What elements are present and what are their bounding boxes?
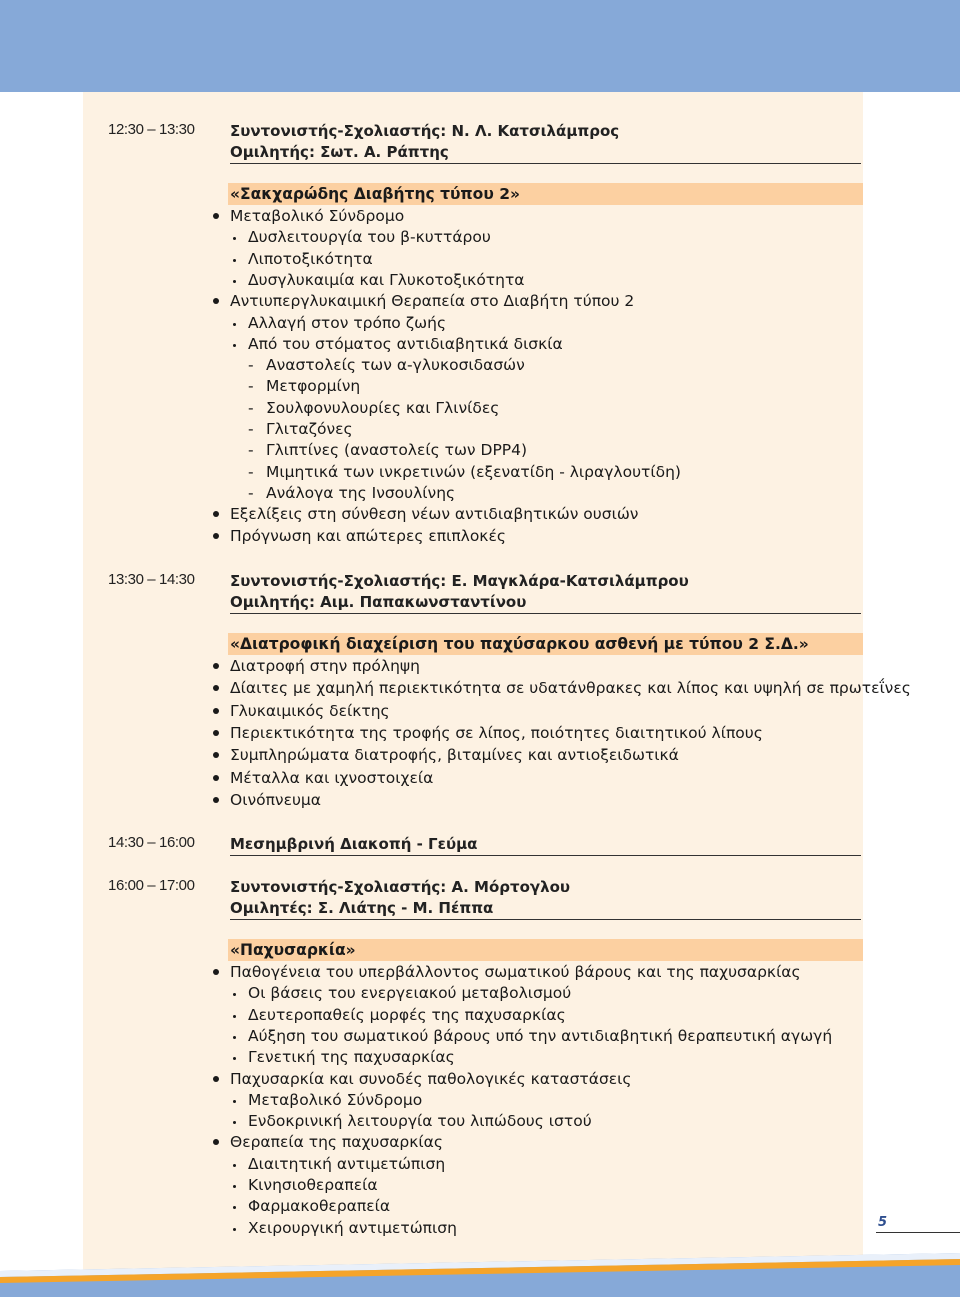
session-2-speaker: Ομιλητής: Αιμ. Παπακωνσταντίνου bbox=[230, 592, 861, 614]
list-item bbox=[230, 768, 433, 789]
dash-icon: - bbox=[248, 420, 254, 438]
bullet-icon bbox=[213, 663, 219, 669]
list-item-text: Αναστολείς των α-γλυκοσιδασών bbox=[266, 356, 525, 375]
list-item-text: Μιμητικά των ινκρετινών (εξενατίδη - λιραγλουτίδη) bbox=[266, 462, 681, 481]
list-item-text: Διατροφή στην πρόληψη bbox=[230, 657, 420, 675]
session-4-title: «Παχυσαρκία» bbox=[228, 939, 863, 961]
dash-icon: - bbox=[248, 462, 254, 481]
small-bullet-icon bbox=[233, 1015, 236, 1018]
list-item-text: Δυσλειτουργία του β-κυττάρου bbox=[248, 228, 491, 247]
small-bullet-icon bbox=[233, 1100, 236, 1103]
list-item-text: Οινόπνευμα bbox=[230, 790, 322, 809]
footer-stripe bbox=[0, 1253, 960, 1297]
list-item-text: Δυσγλυκαιμία και Γλυκοτοξικότητα bbox=[248, 270, 525, 289]
page-number: 5 bbox=[878, 1215, 888, 1230]
list-item bbox=[248, 376, 361, 397]
bullet-icon bbox=[213, 797, 219, 803]
small-bullet-icon bbox=[233, 259, 236, 262]
list-item bbox=[230, 291, 634, 312]
bullet-icon bbox=[213, 775, 219, 781]
list-item bbox=[230, 962, 801, 983]
list-item-text: Φαρμακοθεραπεία bbox=[248, 1197, 391, 1216]
session-1-title: «Σακχαρώδης Διαβήτης τύπου 2» bbox=[228, 183, 863, 205]
list-item-text: Λιποτοξικότητα bbox=[248, 249, 373, 268]
session-4-time: 16:00 – 17:00 bbox=[108, 877, 195, 894]
list-item bbox=[248, 313, 446, 334]
list-item-text: Διαιτητική αντιμετώπιση bbox=[248, 1154, 446, 1173]
list-item bbox=[248, 270, 525, 291]
list-item bbox=[248, 355, 525, 376]
list-item-text: Αύξηση του σωματικού βάρους υπό την αντιδιαβητική θεραπευτική αγωγή bbox=[248, 1026, 833, 1045]
list-item-text: Δευτεροπαθείς μορφές της παχυσαρκίας bbox=[248, 1005, 566, 1024]
list-item-text: Αντιυπεργλυκαιμική Θεραπεία στο Διαβήτη τύπου 2 bbox=[230, 292, 635, 311]
list-item-text: Αλλαγή στον τρόπο ζωής bbox=[248, 313, 447, 332]
session-3-break: Μεσημβρινή Διακοπή - Γεύμα bbox=[230, 834, 861, 856]
bullet-icon bbox=[213, 1076, 219, 1082]
list-item bbox=[230, 526, 506, 547]
list-item-text: Γλυκαιμικός δείκτης bbox=[230, 701, 390, 720]
dash-icon: - bbox=[248, 377, 254, 396]
bullet-icon bbox=[213, 730, 219, 736]
list-item-text: Εξελίξεις στη σύνθεση νέων αντιδιαβητικών ουσιών bbox=[230, 505, 639, 524]
small-bullet-icon bbox=[233, 323, 236, 326]
small-bullet-icon bbox=[233, 1185, 236, 1188]
list-item bbox=[230, 701, 390, 722]
session-2-time: 13:30 – 14:30 bbox=[108, 571, 195, 588]
page-number-rule bbox=[876, 1232, 960, 1233]
small-bullet-icon bbox=[233, 1228, 236, 1231]
dash-icon: - bbox=[248, 441, 254, 460]
list-item bbox=[248, 1005, 566, 1026]
list-item-text: Ανάλογα της Ινσουλίνης bbox=[266, 483, 456, 502]
list-item-text: Γλιταζόνες bbox=[266, 420, 353, 438]
dash-icon: - bbox=[248, 356, 254, 375]
list-item-text: Κινησιοθεραπεία bbox=[248, 1176, 378, 1194]
session-4-speaker: Ομιλητές: Σ. Λιάτης - Μ. Πέππα bbox=[230, 898, 861, 920]
bullet-icon bbox=[213, 213, 219, 219]
list-item-text: Από του στόματος αντιδιαβητικά δισκία bbox=[248, 334, 563, 353]
list-item-text: Συμπληρώματα διατροφής, βιταμίνες και αντιοξειδωτικά bbox=[230, 746, 679, 765]
list-item-text: Μεταβολικό Σύνδρομο bbox=[230, 207, 405, 225]
dash-icon: - bbox=[248, 483, 254, 502]
list-item bbox=[248, 398, 500, 419]
list-item bbox=[248, 440, 528, 461]
session-2-title: «Διατροφική διαχείριση του παχύσαρκου ασθενή με τύπου 2 Σ.Δ.» bbox=[228, 633, 863, 655]
list-item bbox=[248, 1218, 457, 1239]
list-item bbox=[248, 334, 563, 355]
list-item-text: Οι βάσεις του ενεργειακού μεταβολισμού bbox=[248, 984, 572, 1003]
list-item bbox=[248, 983, 571, 1004]
list-item bbox=[248, 1196, 390, 1217]
header-band bbox=[0, 0, 960, 92]
list-item-text: Σουλφονυλουρίες και Γλινίδες bbox=[266, 398, 500, 417]
list-item-text: Μεταβολικό Σύνδρομο bbox=[248, 1090, 423, 1109]
session-2-chair: Συντονιστής-Σχολιαστής: Ε. Μαγκλάρα-Κατσιλάμπρου bbox=[230, 572, 689, 590]
list-item bbox=[248, 483, 456, 504]
bullet-icon bbox=[213, 969, 219, 975]
list-item bbox=[248, 462, 681, 483]
list-item bbox=[248, 249, 373, 270]
small-bullet-icon bbox=[233, 1164, 236, 1167]
list-item bbox=[230, 504, 638, 525]
list-item-text: Δίαιτες με χαμηλή περιεκτικότητα σε υδατάνθρακες και λίπος και υψηλή σε πρωτεΐνες bbox=[230, 679, 911, 698]
session-1-speaker: Ομιλητής: Σωτ. Α. Ράπτης bbox=[230, 142, 861, 164]
list-item bbox=[230, 656, 420, 677]
list-item-text: Περιεκτικότητα της τροφής σε λίπος, ποιότητες διαιτητικού λίπους bbox=[230, 723, 763, 742]
list-item bbox=[230, 745, 679, 766]
small-bullet-icon bbox=[233, 1036, 236, 1039]
list-item bbox=[248, 419, 353, 440]
bullet-icon bbox=[213, 708, 219, 714]
small-bullet-icon bbox=[233, 280, 236, 283]
list-item bbox=[248, 1111, 592, 1132]
session-1-time: 12:30 – 13:30 bbox=[108, 121, 195, 138]
list-item bbox=[248, 1090, 422, 1111]
list-item bbox=[248, 227, 491, 248]
bullet-icon bbox=[213, 533, 219, 539]
list-item bbox=[248, 1026, 832, 1047]
list-item-text: Ενδοκρινική λειτουργία του λιπώδους ιστού bbox=[248, 1112, 592, 1131]
list-item-text: Θεραπεία της παχυσαρκίας bbox=[230, 1133, 443, 1152]
small-bullet-icon bbox=[233, 344, 236, 347]
list-item bbox=[230, 723, 763, 744]
list-item bbox=[230, 206, 404, 227]
list-item-text: Γενετική της παχυσαρκίας bbox=[248, 1048, 455, 1067]
list-item-text: Παθογένεια του υπερβάλλοντος σωματικού βάρους και της παχυσαρκίας bbox=[230, 963, 801, 981]
list-item bbox=[248, 1047, 455, 1068]
list-item-text: Χειρουργική αντιμετώπιση bbox=[248, 1218, 457, 1237]
list-item bbox=[248, 1154, 445, 1175]
list-item-text: Μετφορμίνη bbox=[266, 377, 361, 396]
list-item-text: Μέταλλα και ιχνοστοιχεία bbox=[230, 768, 434, 787]
list-item-text: Πρόγνωση και απώτερες επιπλοκές bbox=[230, 526, 506, 545]
list-item bbox=[230, 790, 321, 811]
list-item-text: Γλιπτίνες (αναστολείς των DPP4) bbox=[266, 441, 528, 460]
list-item bbox=[230, 1069, 632, 1090]
list-item bbox=[230, 1132, 443, 1153]
list-item bbox=[230, 678, 911, 699]
session-1-chair: Συντονιστής-Σχολιαστής: Ν. Λ. Κατσιλάμπρος bbox=[230, 122, 620, 140]
dash-icon: - bbox=[248, 398, 254, 417]
list-item-text: Παχυσαρκία και συνοδές παθολογικές καταστάσεις bbox=[230, 1069, 632, 1088]
session-4-chair: Συντονιστής-Σχολιαστής: Α. Μόρτογλου bbox=[230, 878, 571, 896]
list-item bbox=[248, 1175, 378, 1196]
session-3-time: 14:30 – 16:00 bbox=[108, 834, 195, 851]
